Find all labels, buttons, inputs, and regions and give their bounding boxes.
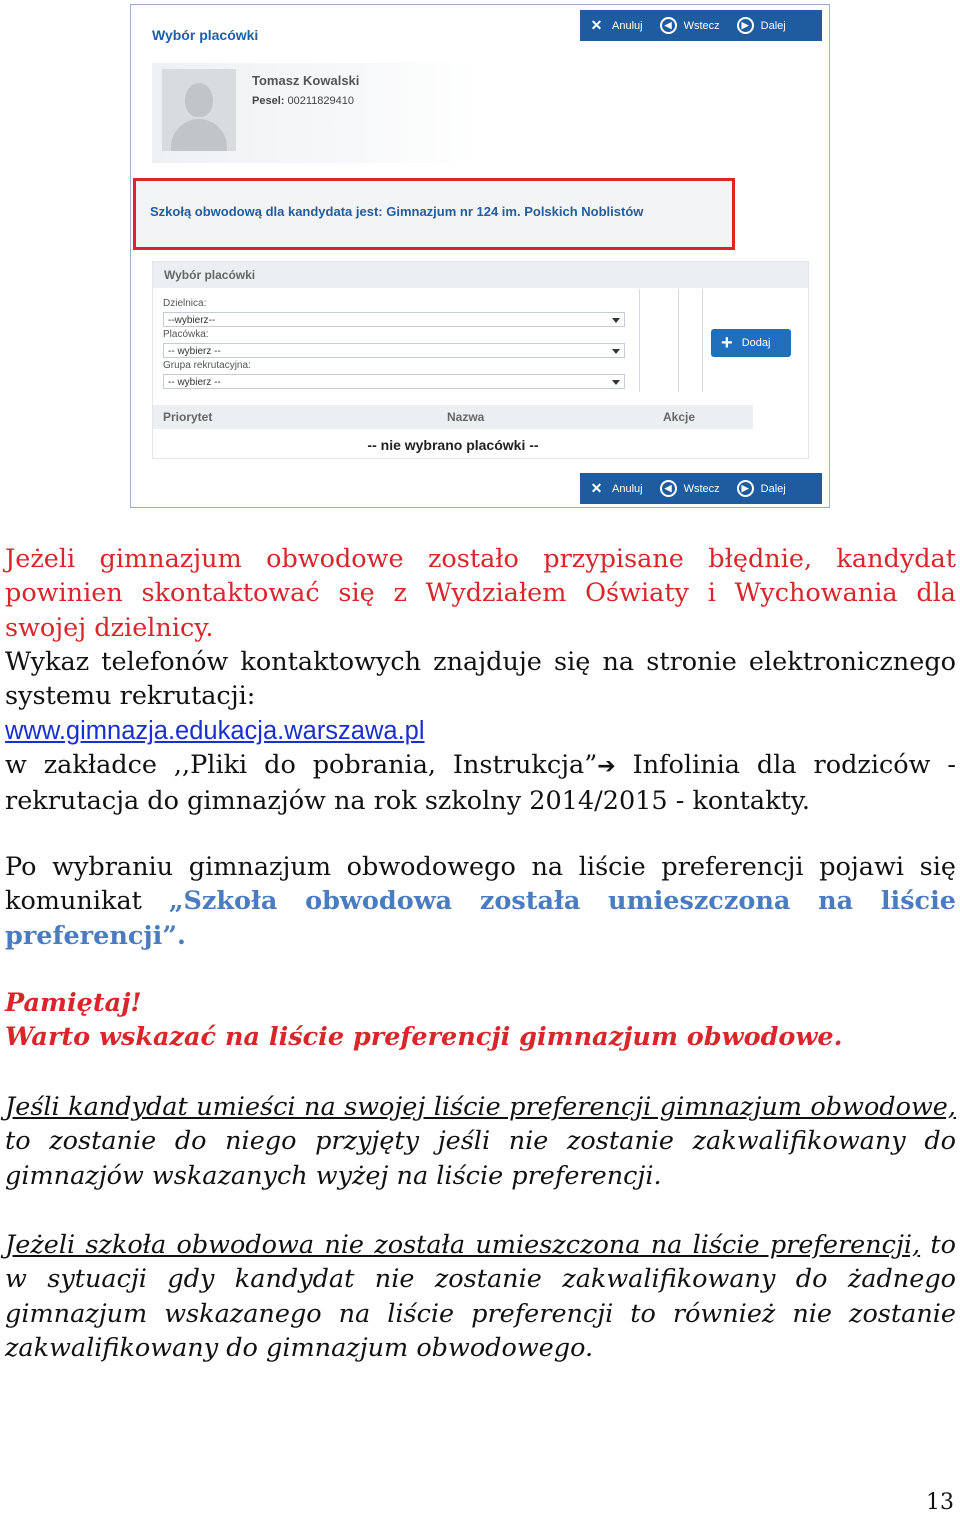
col-priority: Priorytet: [163, 410, 213, 424]
screenshot-frame: [130, 4, 830, 508]
group-select-value: -- wybierz --: [168, 377, 221, 388]
arrow-right-icon: ▶: [737, 480, 754, 497]
no-district-school-paragraph: [5, 1228, 956, 1365]
arrow-left-icon: ◀: [660, 480, 677, 497]
system-message: „Szkoła obwodowa została umieszczona na liście preferencji”.: [5, 886, 956, 951]
pesel-label: Pesel:: [252, 95, 285, 107]
next-label: Dalej: [760, 482, 786, 495]
empty-table-message: [153, 437, 753, 453]
admission-rule-condition: Jeśli kandydat umieści na swojej liście preferencji gimnazjum obwodowe,: [5, 1092, 956, 1122]
school-selection-panel: [152, 261, 809, 459]
back-label: Wstecz: [683, 482, 720, 495]
bottom-nav-bar: [580, 473, 822, 504]
close-icon: ✕: [590, 17, 603, 33]
chevron-down-icon: [612, 349, 620, 354]
candidate-pesel: [252, 95, 354, 107]
tab-reference: w zakładce ,,Pliki do pobrania, Instrukcja”: [5, 749, 598, 780]
add-button[interactable]: [711, 329, 791, 357]
chevron-down-icon: [612, 380, 620, 385]
cancel-label: Anuluj: [612, 482, 643, 495]
avatar-head: [185, 83, 213, 117]
column-divider: [702, 289, 703, 392]
preferences-table-header: [153, 405, 753, 429]
helpline-reference: Infolinia dla rodziców - rekrutacja do gimnazjów na rok szkolny 2014/2015 - kontakty.: [5, 749, 956, 817]
remember-heading: Pamiętaj!: [5, 988, 142, 1018]
top-nav-bar: [580, 10, 822, 41]
remember-note: [5, 986, 956, 1055]
avatar-body: [171, 119, 227, 151]
pesel-value: 00211829410: [287, 95, 354, 107]
next-button[interactable]: [729, 10, 795, 41]
next-label: Dalej: [760, 19, 786, 32]
cancel-button[interactable]: [580, 10, 652, 41]
preference-list-paragraph: [5, 850, 956, 953]
wrong-assignment-paragraph: Jeżeli gimnazjum obwodowe zostało przypisane błędnie, kandydat powinien skontaktować się z Wydziałem Oświaty i Wychowania dla swojej dzielnicy.: [5, 544, 956, 643]
candidate-name: Tomasz Kowalski: [252, 73, 360, 88]
contact-list-paragraph: [5, 645, 956, 818]
preference-list-text: Po wybraniu gimnazjum obwodowego na liście preferencji pojawi się komunikat: [5, 852, 956, 917]
arrow-right-icon: ▶: [737, 17, 754, 34]
group-label: Grupa rekrutacyjna:: [163, 360, 251, 371]
add-label: Dodaj: [741, 337, 771, 349]
empty-table-text: -- nie wybrano placówki --: [367, 437, 539, 453]
page-number: 13: [926, 1490, 954, 1515]
plus-icon: +: [721, 332, 733, 354]
admission-rule-outcome: to zostanie do niego przyjęty jeśli nie zostanie zakwalifikowany do gimnazjów wskazanych wyżej na liście preferencji.: [5, 1126, 956, 1191]
school-select[interactable]: [163, 343, 625, 358]
col-name: Nazwa: [447, 410, 485, 424]
group-select[interactable]: [163, 374, 625, 389]
arrow-left-icon: ◀: [660, 17, 677, 34]
school-select-value: -- wybierz --: [168, 346, 221, 357]
selection-header: Wybór placówki: [153, 262, 808, 288]
arrow-right-icon: ➔: [597, 753, 616, 779]
admission-rule-paragraph: [5, 1090, 956, 1193]
school-label: Placówka:: [163, 329, 209, 340]
column-divider: [639, 289, 640, 392]
no-district-school-outcome: to w sytuacji gdy kandydat nie zostanie zakwalifikowany do żadnego gimnazjum wskazanego na liście preferencji to również nie zostanie zakwalifikowany do gimnazjum obwodowego.: [5, 1230, 956, 1363]
back-button[interactable]: [652, 10, 729, 41]
cancel-button[interactable]: [580, 473, 652, 504]
close-icon: ✕: [590, 480, 603, 496]
advice-text: Warto wskazać na liście preferencji gimnazjum obwodowe.: [5, 1022, 843, 1053]
column-divider: [678, 289, 679, 392]
next-button[interactable]: [729, 473, 795, 504]
selection-form: [153, 289, 808, 392]
avatar: [162, 69, 236, 151]
recruitment-site-link[interactable]: www.gimnazja.edukacja.warszawa.pl: [5, 716, 425, 745]
chevron-down-icon: [612, 318, 620, 323]
district-select[interactable]: [163, 312, 625, 327]
district-label: Dzielnica:: [163, 298, 207, 309]
district-school-text: Szkołą obwodową dla kandydata jest: Gimnazjum nr 124 im. Polskich Noblistów: [150, 204, 644, 219]
cancel-label: Anuluj: [612, 19, 643, 32]
screenshot-title: Wybór placówki: [152, 27, 259, 43]
district-school-alert: [133, 178, 735, 250]
no-district-school-condition: Jeżeli szkoła obwodowa nie została umieszczona na liście preferencji,: [5, 1230, 921, 1260]
col-actions: Akcje: [663, 410, 696, 424]
candidate-profile: [152, 63, 482, 163]
district-select-value: --wybierz--: [168, 315, 216, 326]
back-label: Wstecz: [683, 19, 720, 32]
back-button[interactable]: [652, 473, 729, 504]
contact-list-text: Wykaz telefonów kontaktowych znajduje się na stronie elektronicznego systemu rekrutacji:: [5, 647, 956, 712]
